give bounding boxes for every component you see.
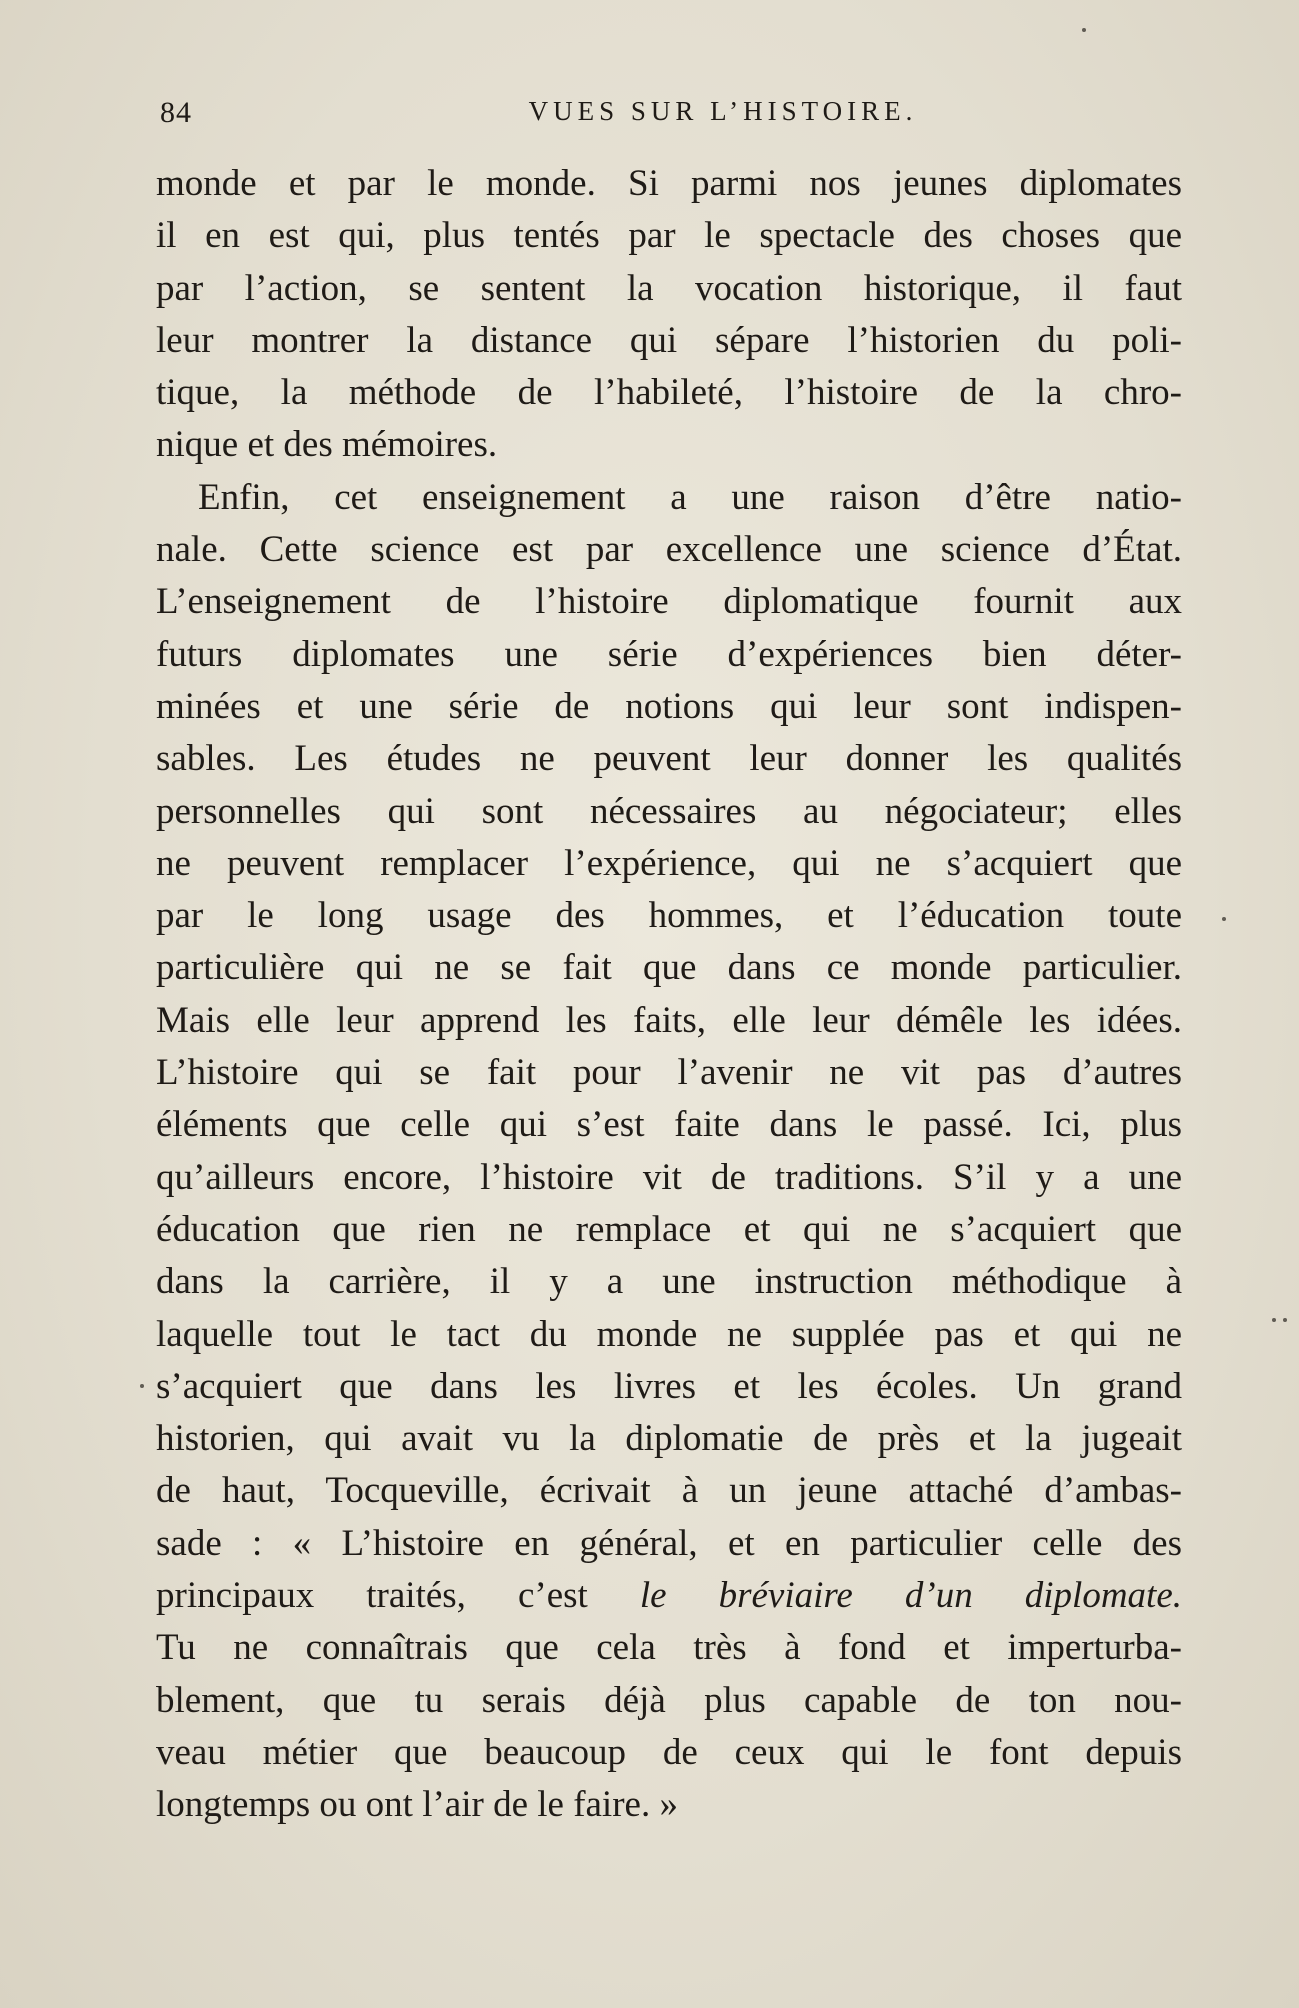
text-line: nique et des mémoires. (156, 424, 498, 466)
text-line: Mais elle leur apprend les faits, elle leur démêle les idées. (156, 999, 1182, 1041)
paper-speck (1283, 1318, 1287, 1322)
text-line: particulière qui ne se fait que dans ce monde particulier. (156, 947, 1182, 989)
text-line: leur montrer la distance qui sépare l’historien du poli- (156, 319, 1182, 361)
text-line: longtemps ou ont l’air de le faire. » (156, 1784, 678, 1826)
text-line: qu’ailleurs encore, l’histoire vit de traditions. S’il y a une (156, 1156, 1182, 1198)
text-line-with-italic (156, 1570, 1182, 1622)
text-line: par le long usage des hommes, et l’éducation toute (156, 895, 1182, 937)
text-line: minées et une série de notions qui leur sont indispen- (156, 685, 1182, 727)
text-line: nale. Cette science est par excellence une science d’État. (156, 529, 1182, 571)
text-line: blement, que tu serais déjà plus capable de ton nou- (156, 1679, 1182, 1721)
paper-speck (140, 1384, 144, 1388)
running-head (160, 96, 1176, 136)
text-line: monde et par le monde. Si parmi nos jeunes diplomates (156, 163, 1182, 204)
text-line: éléments que celle qui s’est faite dans le passé. Ici, plus (156, 1104, 1182, 1146)
text-line: par l’action, se sentent la vocation historique, il faut (156, 267, 1182, 309)
text-line: L’enseignement de l’histoire diplomatique fournit aux (156, 581, 1182, 623)
text-line: Tu ne connaîtrais que cela très à fond et imperturba- (156, 1627, 1182, 1669)
text-line: laquelle tout le tact du monde ne supplée pas et qui ne (156, 1313, 1182, 1355)
body-text (156, 158, 1182, 1832)
paper-speck (1082, 28, 1086, 32)
text-line: dans la carrière, il y a une instruction méthodique à (156, 1261, 1182, 1303)
text-line: de haut, Tocqueville, écrivait à un jeune attaché d’ambas- (156, 1470, 1182, 1512)
text-line: ne peuvent remplacer l’expérience, qui ne s’acquiert que (156, 842, 1182, 884)
text-line: personnelles qui sont nécessaires au négociateur; elles (156, 790, 1182, 832)
text-line: tique, la méthode de l’habileté, l’histoire de la chro- (156, 372, 1182, 414)
text-line: historien, qui avait vu la diplomatie de près et la jugeait (156, 1418, 1182, 1460)
text-line-start: principaux traités, c’est (156, 1575, 640, 1617)
text-line: sade : « L’histoire en général, et en particulier celle des (156, 1522, 1182, 1564)
text-line: s’acquiert que dans les livres et les écoles. Un grand (156, 1365, 1182, 1407)
text-line: futurs diplomates une série d’expériences bien déter- (156, 633, 1182, 675)
text-line: il en est qui, plus tentés par le spectacle des choses que (156, 215, 1182, 257)
text-line: sables. Les études ne peuvent leur donner les qualités (156, 738, 1182, 780)
italic-quote: le bréviaire d’un diplomate. (639, 1575, 1182, 1617)
text-line: L’histoire qui se fait pour l’avenir ne vit pas d’autres (156, 1052, 1182, 1094)
paper-speck (1222, 917, 1226, 921)
text-line: éducation que rien ne remplace et qui ne s’acquiert que (156, 1208, 1182, 1250)
text-line: veau métier que beaucoup de ceux qui le font depuis (156, 1731, 1182, 1773)
running-title: VUES SUR L’HISTOIRE. (528, 96, 918, 126)
paper-speck (1272, 1318, 1276, 1322)
page-number: 84 (160, 96, 192, 129)
text-line: Enfin, cet enseignement a une raison d’être natio- (198, 476, 1182, 518)
